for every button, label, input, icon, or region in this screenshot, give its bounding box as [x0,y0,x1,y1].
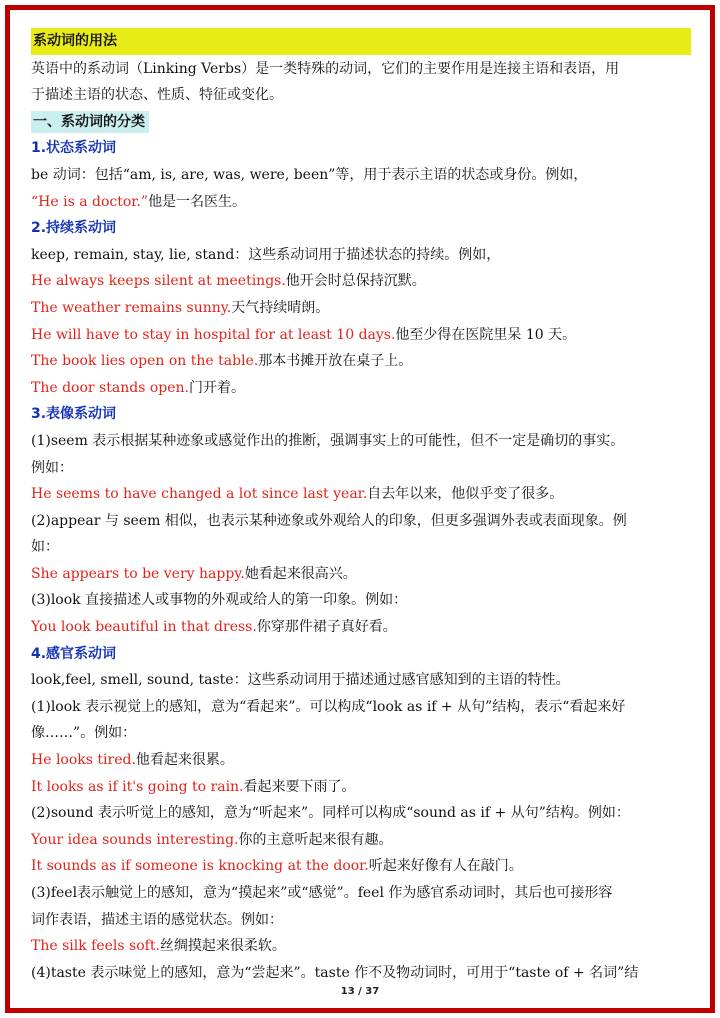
paragraph: (3)feel表示触觉上的感知，意为“摸起来”或“感觉”。feel 作为感官系动词时，其后也可接形容 [31,885,613,901]
example-line: He seems to have changed a lot since last year.自去年以来，他似乎变了很多。 [31,486,564,503]
paragraph: 例如： [31,459,73,476]
paragraph: 像……”。例如： [31,725,137,742]
example-line: He always keeps silent at meetings.他开会时总保持沉默。 [31,273,426,290]
intro-line-1: 英语中的系动词（Linking Verbs）是一类特殊的动词，它们的主要作用是连接主语和表语，用 [31,60,620,77]
paragraph: (2)sound 表示听觉上的感知，意为“听起来”。同样可以构成“sound as if + 从句”结构。例如： [31,805,630,822]
example-line: Your idea sounds interesting.你的主意听起来很有趣。 [31,831,393,848]
example-line: It looks as if it's going to rain.看起来要下雨了。 [31,778,356,795]
example-line: The door stands open.门开着。 [31,379,245,396]
paragraph: (3)look 直接描述人或事物的外观或给人的第一印象。例如： [31,592,408,609]
intro-line-2: 于描述主语的状态、性质、特征或变化。 [31,87,283,104]
example-line: The silk feels soft.丝绸摸起来很柔软。 [31,938,286,955]
paragraph: be 动词：包括“am, is, are, was, were, been”等，用于表示主语的状态或身份。例如， [31,166,588,183]
page-title: 系动词的用法 [31,28,691,55]
section-heading: 一、系动词的分类 [31,111,149,133]
subheading-continuous: 2.持续系动词 [31,220,117,237]
paragraph: (4)taste 表示味觉上的感知，意为“尝起来”。taste 作不及物动词时，可用于“taste of + 名词”结 [31,964,639,981]
paragraph: (1)seem 表示根据某种迹象或感觉作出的推断，强调事实上的可能性，但不一定是确切的事实。 [31,432,625,449]
paragraph: (1)look 表示视觉上的感知，意为“看起来”。可以构成“look as if + 从句”结构，表示“看起来好 [31,698,626,715]
subheading-appearance: 3.表像系动词 [31,406,117,423]
document-body [31,28,691,986]
example-line: The book lies open on the table.那本书摊开放在桌子上。 [31,353,413,370]
subheading-sense: 4.感官系动词 [31,645,117,662]
paragraph: (2)appear 与 seem 相似，也表示某种迹象或外观给人的印象，但更多强调外表或表面现象。例 [31,512,627,529]
example-line: You look beautiful in that dress.你穿那件裙子真好看。 [31,619,397,636]
paragraph: 词作表语，描述主语的感觉状态。例如： [31,911,283,928]
paragraph: 如： [31,539,59,556]
subheading-state: 1.状态系动词 [31,140,117,157]
paragraph: look,feel, smell, sound, taste：这些系动词用于描述通过感官感知到的主语的特性。 [31,672,570,689]
example-line: The weather remains sunny.天气持续晴朗。 [31,299,330,316]
page-number: 13 / 37 [340,986,380,997]
example-line: He will have to stay in hospital for at least 10 days.他至少得在医院里呆 10 天。 [31,326,577,343]
paragraph: keep, remain, stay, lie, stand：这些系动词用于描述状态的持续。例如， [31,246,501,263]
example-line: She appears to be very happy.她看起来很高兴。 [31,565,357,582]
example-line: It sounds as if someone is knocking at the door.听起来好像有人在敲门。 [31,858,523,875]
example-line: “He is a doctor.”他是一名医生。 [31,193,247,210]
example-line: He looks tired.他看起来很累。 [31,752,234,769]
